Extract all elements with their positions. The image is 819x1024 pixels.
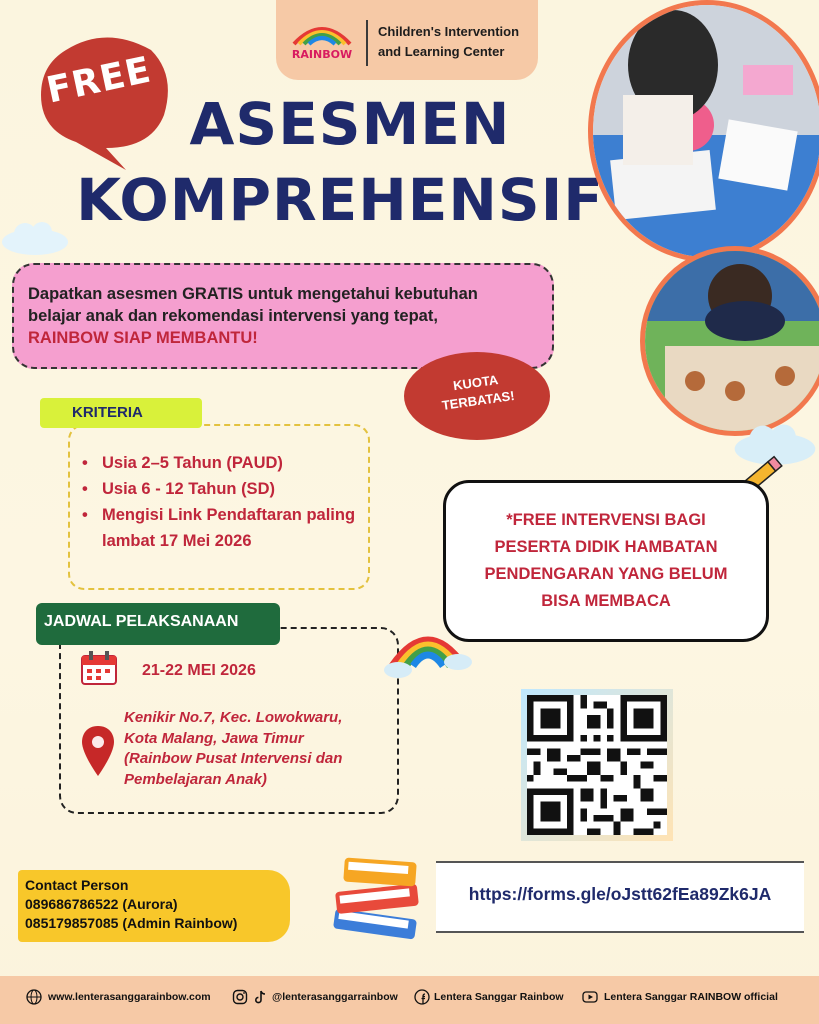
youtube-icon [582,989,598,1005]
schedule-location [124,708,394,790]
org-name-line1: Children's Intervention [378,24,520,39]
criteria-item: • Mengisi Link Pendaftaran paling lambat 17 Mei 2026 [80,502,365,554]
criteria-item: • Usia 2–5 Tahun (PAUD) [80,450,365,476]
org-name-line2: and Learning Center [378,44,505,59]
svg-text:RAINBOW: RAINBOW [291,48,353,61]
intro-line1: Dapatkan asesmen GRATIS untuk mengetahui kebutuhan [28,285,478,303]
schedule-date: 21-22 MEI 2026 [142,662,256,679]
location-pin-icon [80,724,116,778]
contact-label: Contact Person [25,877,129,893]
footer-social-handle[interactable]: @lenterasanggarrainbow [272,991,398,1003]
footer-website[interactable]: www.lenterasanggarainbow.com [48,991,211,1003]
fi-line2: PESERTA DIDIK HAMBATAN [494,538,718,556]
intro-highlight: RAINBOW SIAP MEMBANTU! [28,329,258,347]
title-line1: ASESMEN [189,90,511,158]
footer-youtube[interactable]: Lentera Sanggar RAINBOW official [604,991,778,1003]
criteria-list [80,450,365,554]
photo-assessment-activity [588,0,819,262]
fi-line3: PENDENGARAN YANG BELUM [484,565,728,583]
rainbow-icon [384,614,472,686]
intro-text [28,283,548,349]
contact-phone[interactable]: 085179857085 (Admin Rainbow) [25,915,238,931]
schedule-label: JADWAL PELAKSANAAN [44,613,239,630]
contact-phone[interactable]: 089686786522 (Aurora) [25,896,178,912]
quota-line2: TERBATAS! [440,387,516,413]
globe-icon [26,989,42,1005]
header-divider [366,20,368,66]
footer-facebook[interactable]: Lentera Sanggar Rainbow [434,991,564,1003]
free-label: FREE [43,49,155,112]
cloud-icon [0,220,70,256]
fi-line4: BISA MEMBACA [541,592,671,610]
registration-link[interactable]: https://forms.gle/oJstt62fEa89Zk6JA [468,884,772,904]
tiktok-icon [252,989,268,1005]
fi-line1: *FREE INTERVENSI BAGI [506,511,706,529]
quota-line1: KUOTA [452,372,500,394]
facebook-icon [414,989,430,1005]
free-intervention-text [455,507,757,615]
intro-line2: belajar anak dan rekomendasi intervensi yang tepat, [28,307,438,325]
location-line4: Pembelajaran Anak) [124,770,267,788]
calendar-icon [80,650,118,686]
instagram-icon [232,989,248,1005]
location-line3: (Rainbow Pusat Intervensi dan [124,750,343,767]
photo-child-learning [640,246,819,436]
title-line2: KOMPREHENSIF [76,166,604,234]
location-line2: Kota Malang, Jawa Timur [124,729,304,747]
criteria-item: • Usia 6 - 12 Tahun (SD) [80,476,365,502]
criteria-label: KRITERIA [72,404,143,421]
books-icon [330,852,424,942]
location-line1: Kenikir No.7, Kec. Lowokwaru, [124,709,343,726]
contact-info [25,876,295,933]
organization-name [378,22,538,62]
rainbow-logo [284,14,360,66]
qr-code[interactable] [521,689,673,841]
